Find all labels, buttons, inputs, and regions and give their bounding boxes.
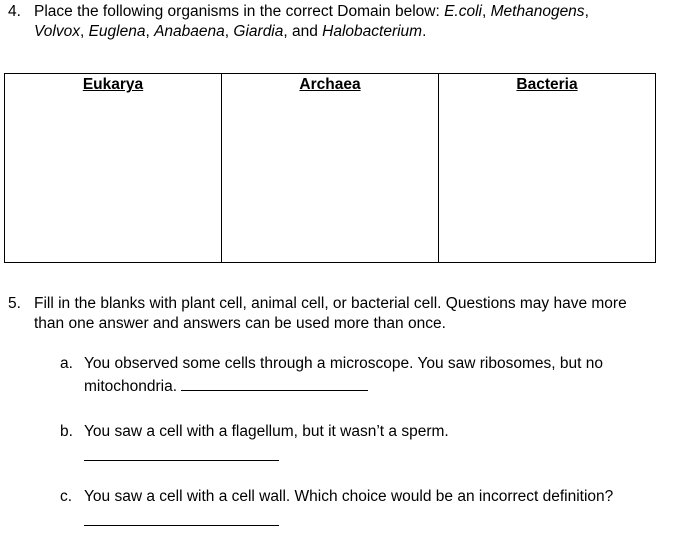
- organism-methanogens: Methanogens: [490, 3, 585, 20]
- organism-giardia: Giardia: [233, 23, 284, 40]
- answer-blank-a[interactable]: [181, 376, 368, 391]
- question-5-number: 5.: [8, 295, 21, 312]
- question-4-text: [34, 2, 674, 42]
- domain-header-eukarya: Eukarya: [82, 76, 144, 93]
- question-4-number: 4.: [8, 3, 21, 20]
- separator: ,: [79, 23, 89, 40]
- organism-volvox: Volvox: [34, 23, 80, 40]
- subquestion-a-line-2: [84, 375, 674, 398]
- subquestion-a-text: [84, 352, 674, 398]
- table-row: [5, 74, 656, 263]
- domain-table: [4, 73, 656, 263]
- subquestion-c-text: You saw a cell with a cell wall. Which choice would be an incorrect definition?: [84, 488, 614, 505]
- domain-cell-bacteria[interactable]: [439, 74, 656, 263]
- subquestion-b-letter: b.: [60, 423, 73, 440]
- domain-cell-eukarya[interactable]: [5, 74, 222, 263]
- domain-header-archaea: Archaea: [299, 76, 361, 93]
- answer-blank-b[interactable]: [84, 459, 279, 461]
- subquestion-a-letter: a.: [60, 355, 73, 372]
- subquestion-b-text: You saw a cell with a flagellum, but it wasn’t a sperm.: [84, 423, 449, 440]
- domain-cell-archaea[interactable]: [222, 74, 439, 263]
- organism-anabaena: Anabaena: [154, 23, 225, 40]
- separator: ,: [145, 23, 155, 40]
- question-4-prompt: Place the following organisms in the correct Domain below:: [34, 3, 445, 20]
- organism-euglena: Euglena: [88, 23, 146, 40]
- question-5-text: [34, 294, 674, 334]
- separator: ,: [224, 23, 234, 40]
- separator: , and: [283, 23, 323, 40]
- domain-header-bacteria: Bacteria: [516, 76, 578, 93]
- separator: ,: [584, 3, 589, 20]
- separator: ,: [482, 3, 491, 20]
- subquestion-a-line-2-text: mitochondria.: [84, 378, 178, 395]
- subquestion-a-line-1: You observed some cells through a microscope. You saw ribosomes, but no: [84, 355, 603, 372]
- answer-blank-c[interactable]: [84, 524, 279, 526]
- separator: .: [422, 23, 427, 40]
- organism-ecoli: E.coli: [444, 3, 482, 20]
- organism-halobacterium: Halobacterium: [322, 23, 423, 40]
- question-5-line-1: Fill in the blanks with plant cell, animal cell, or bacterial cell. Questions may have more: [34, 295, 627, 312]
- question-5-line-2: than one answer and answers can be used more than once.: [34, 315, 446, 332]
- subquestion-c-letter: c.: [60, 488, 73, 505]
